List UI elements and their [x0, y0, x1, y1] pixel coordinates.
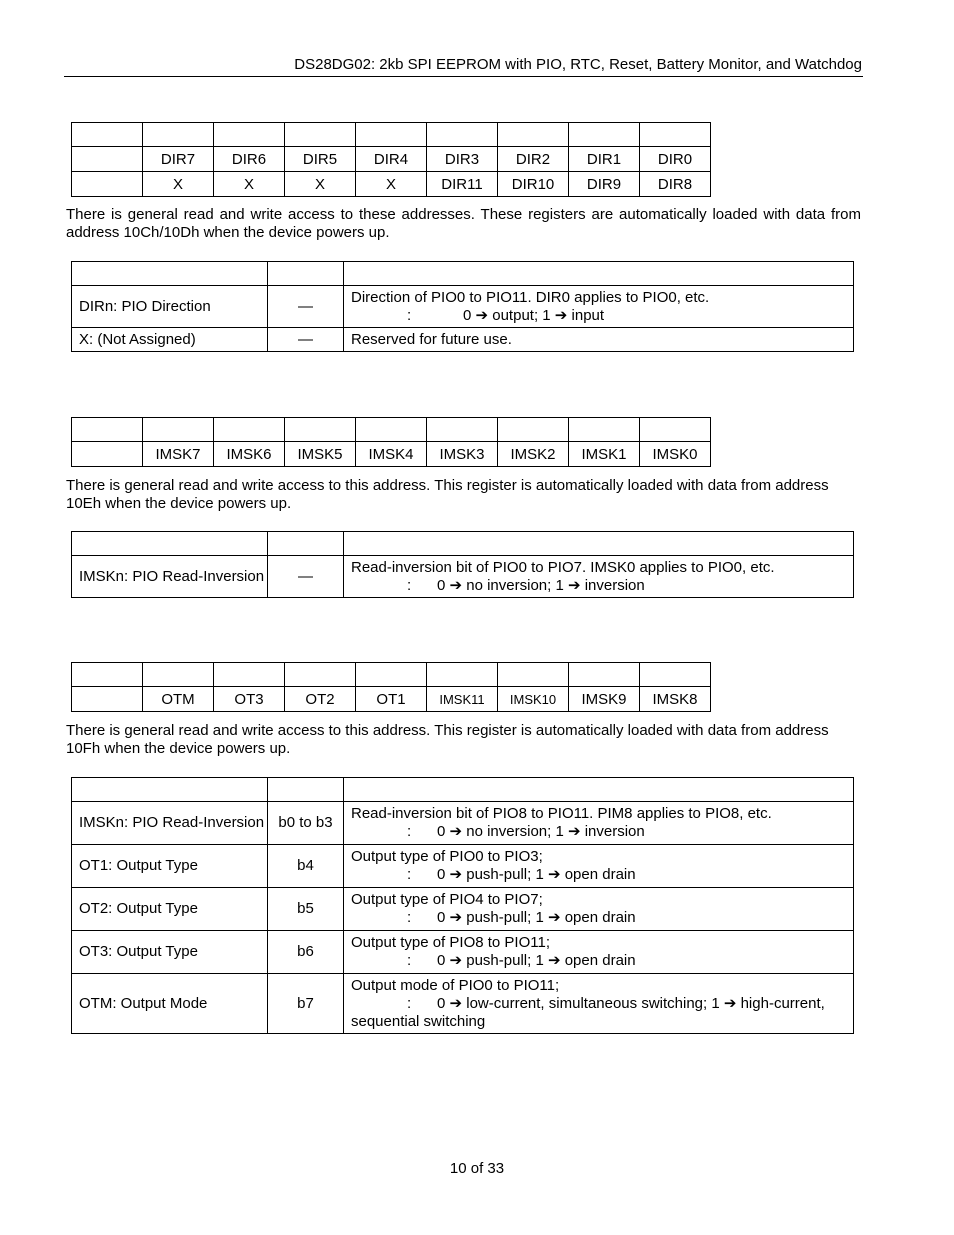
bit-cell: [72, 123, 143, 147]
header-cell: [72, 262, 268, 286]
bit-cell: [214, 418, 285, 442]
bit-cell: [569, 123, 640, 147]
field-bits: b0 to b3: [268, 802, 344, 845]
field-description: [344, 556, 854, 598]
bit-cell: IMSK9: [569, 687, 640, 712]
field-description: [344, 286, 854, 328]
bit-cell: [498, 418, 569, 442]
bit-cell: X: [356, 172, 427, 197]
bit-cell: IMSK0: [640, 442, 711, 467]
bit-cell: [498, 663, 569, 687]
table-row: [72, 687, 711, 712]
field-bits: —: [268, 286, 344, 328]
field-name: IMSKn: PIO Read-Inversion: [72, 802, 268, 845]
bit-cell: DIR8: [640, 172, 711, 197]
field-bits: b6: [268, 931, 344, 974]
table-row: [72, 556, 854, 598]
bit-cell: [214, 663, 285, 687]
bit-cell: [640, 418, 711, 442]
bit-cell: [640, 123, 711, 147]
bit-cell: [285, 663, 356, 687]
header-cell: [344, 262, 854, 286]
field-bits: —: [268, 328, 344, 352]
bit-cell: OT1: [356, 687, 427, 712]
bit-cell: OT2: [285, 687, 356, 712]
bit-cell: [356, 123, 427, 147]
dir-bit-table: [71, 122, 711, 197]
condition-colon: :: [407, 306, 412, 324]
condition-text: 0 ➔ no inversion; 1 ➔ inversion: [437, 823, 645, 840]
bit-cell: IMSK6: [214, 442, 285, 467]
bit-cell: IMSK1: [569, 442, 640, 467]
field-description: Reserved for future use.: [344, 328, 854, 352]
field-name: IMSKn: PIO Read-Inversion: [72, 556, 268, 598]
condition-text: 0 ➔ low-current, simultaneous switching; 1 ➔ high-current,: [437, 994, 825, 1012]
bit-cell: [285, 123, 356, 147]
condition-text: 0 ➔ output; 1 ➔ input: [463, 306, 605, 324]
bit-cell: [569, 418, 640, 442]
condition-colon: :: [407, 909, 412, 926]
bit-cell: OT3: [214, 687, 285, 712]
header-cell: [72, 532, 268, 556]
description-line: Output type of PIO0 to PIO3;: [351, 848, 543, 865]
bit-cell: X: [214, 172, 285, 197]
ot-desc-table: [71, 777, 854, 1034]
field-name: X: (Not Assigned): [72, 328, 268, 352]
imsk-desc-table: [71, 531, 854, 598]
condition-text: 0 ➔ push-pull; 1 ➔ open drain: [437, 909, 636, 926]
description-line: Read-inversion bit of PIO0 to PIO7. IMSK0 applies to PIO0, etc.: [351, 558, 775, 576]
header-cell: [344, 532, 854, 556]
bit-cell: [72, 663, 143, 687]
bit-cell: X: [143, 172, 214, 197]
table-row: [72, 778, 854, 802]
bit-cell: DIR11: [427, 172, 498, 197]
field-bits: b5: [268, 888, 344, 931]
table-row: [72, 663, 711, 687]
ot-bit-table: [71, 662, 711, 712]
description-condition: [351, 577, 847, 595]
field-name: OTM: Output Mode: [72, 974, 268, 1034]
table-row: [72, 845, 854, 888]
table-row: [72, 123, 711, 147]
description-condition: [351, 866, 847, 884]
field-bits: b7: [268, 974, 344, 1034]
field-bits: b4: [268, 845, 344, 888]
bit-cell: DIR0: [640, 147, 711, 172]
field-description: [344, 974, 854, 1034]
bit-cell: IMSK3: [427, 442, 498, 467]
bit-cell: [427, 663, 498, 687]
description-condition: [351, 995, 847, 1013]
bit-cell: DIR4: [356, 147, 427, 172]
description-line: Direction of PIO0 to PIO11. DIR0 applies to PIO0, etc.: [351, 288, 710, 306]
header-cell: [268, 532, 344, 556]
bit-cell: IMSK8: [640, 687, 711, 712]
table-row: [72, 532, 854, 556]
field-bits: —: [268, 556, 344, 598]
bit-cell: [72, 172, 143, 197]
bit-cell: [569, 663, 640, 687]
bit-cell: IMSK11: [427, 687, 498, 712]
bit-cell: [285, 418, 356, 442]
table-row: [72, 442, 711, 467]
field-description: [344, 888, 854, 931]
field-description: [344, 802, 854, 845]
bit-cell: DIR7: [143, 147, 214, 172]
condition-text: 0 ➔ no inversion; 1 ➔ inversion: [437, 576, 645, 594]
bit-cell: [72, 418, 143, 442]
header-cell: [72, 778, 268, 802]
header-cell: [268, 262, 344, 286]
section1-paragraph: There is general read and write access to these addresses. These registers are automatically loaded with data from address 10Ch/10Dh when the device powers up.: [66, 206, 861, 241]
document-header: DS28DG02: 2kb SPI EEPROM with PIO, RTC, Reset, Battery Monitor, and Watchdog: [294, 56, 862, 73]
bit-cell: DIR3: [427, 147, 498, 172]
bit-cell: IMSK10: [498, 687, 569, 712]
bit-cell: [143, 418, 214, 442]
bit-cell: DIR2: [498, 147, 569, 172]
condition-colon: :: [407, 823, 412, 840]
table-row: [72, 931, 854, 974]
bit-cell: [356, 663, 427, 687]
condition-text: 0 ➔ push-pull; 1 ➔ open drain: [437, 952, 636, 969]
description-line: sequential switching: [351, 1012, 486, 1030]
field-description: [344, 931, 854, 974]
condition-text: 0 ➔ push-pull; 1 ➔ open drain: [437, 866, 636, 883]
header-cell: [268, 778, 344, 802]
table-row: [72, 328, 854, 352]
section3-paragraph: There is general read and write access to this address. This register is automatically loaded with data from address 10Fh when the device powers up.: [66, 722, 829, 757]
bit-cell: [427, 418, 498, 442]
bit-cell: DIR6: [214, 147, 285, 172]
bit-cell: IMSK2: [498, 442, 569, 467]
field-name: OT2: Output Type: [72, 888, 268, 931]
field-description: [344, 845, 854, 888]
header-rule: [64, 76, 863, 77]
table-row: [72, 147, 711, 172]
bit-cell: [640, 663, 711, 687]
table-row: [72, 888, 854, 931]
dir-desc-table: [71, 261, 854, 352]
bit-cell: OTM: [143, 687, 214, 712]
description-line: Output type of PIO8 to PIO11;: [351, 934, 550, 951]
description-condition: [351, 909, 847, 927]
bit-cell: [72, 687, 143, 712]
field-name: OT1: Output Type: [72, 845, 268, 888]
table-row: [72, 802, 854, 845]
table-row: [72, 286, 854, 328]
table-row: [72, 418, 711, 442]
bit-cell: DIR5: [285, 147, 356, 172]
bit-cell: [427, 123, 498, 147]
condition-colon: :: [407, 994, 412, 1012]
field-name: OT3: Output Type: [72, 931, 268, 974]
bit-cell: [214, 123, 285, 147]
page-number: 10 of 33: [449, 1160, 505, 1177]
bit-cell: IMSK5: [285, 442, 356, 467]
bit-cell: [143, 123, 214, 147]
condition-colon: :: [407, 952, 412, 969]
description-condition: [351, 952, 847, 970]
description-line: Output type of PIO4 to PIO7;: [351, 891, 543, 908]
header-cell: [344, 778, 854, 802]
description-line: Output mode of PIO0 to PIO11;: [351, 976, 560, 994]
bit-cell: DIR9: [569, 172, 640, 197]
bit-cell: X: [285, 172, 356, 197]
bit-cell: DIR1: [569, 147, 640, 172]
table-row: [72, 262, 854, 286]
description-line: Read-inversion bit of PIO8 to PIO11. PIM8 applies to PIO8, etc.: [351, 805, 772, 822]
field-name: DIRn: PIO Direction: [72, 286, 268, 328]
bit-cell: IMSK7: [143, 442, 214, 467]
bit-cell: DIR10: [498, 172, 569, 197]
bit-cell: [72, 442, 143, 467]
condition-colon: :: [407, 866, 412, 883]
description-condition: [351, 823, 847, 841]
condition-colon: :: [407, 576, 412, 594]
table-row: [72, 172, 711, 197]
description-condition: [351, 307, 847, 325]
imsk-bit-table: [71, 417, 711, 467]
table-row: [72, 974, 854, 1034]
bit-cell: [498, 123, 569, 147]
bit-cell: [356, 418, 427, 442]
section2-paragraph: There is general read and write access to this address. This register is automatically loaded with data from address 10Eh when the device powers up.: [66, 477, 829, 512]
bit-cell: IMSK4: [356, 442, 427, 467]
bit-cell: [72, 147, 143, 172]
bit-cell: [143, 663, 214, 687]
